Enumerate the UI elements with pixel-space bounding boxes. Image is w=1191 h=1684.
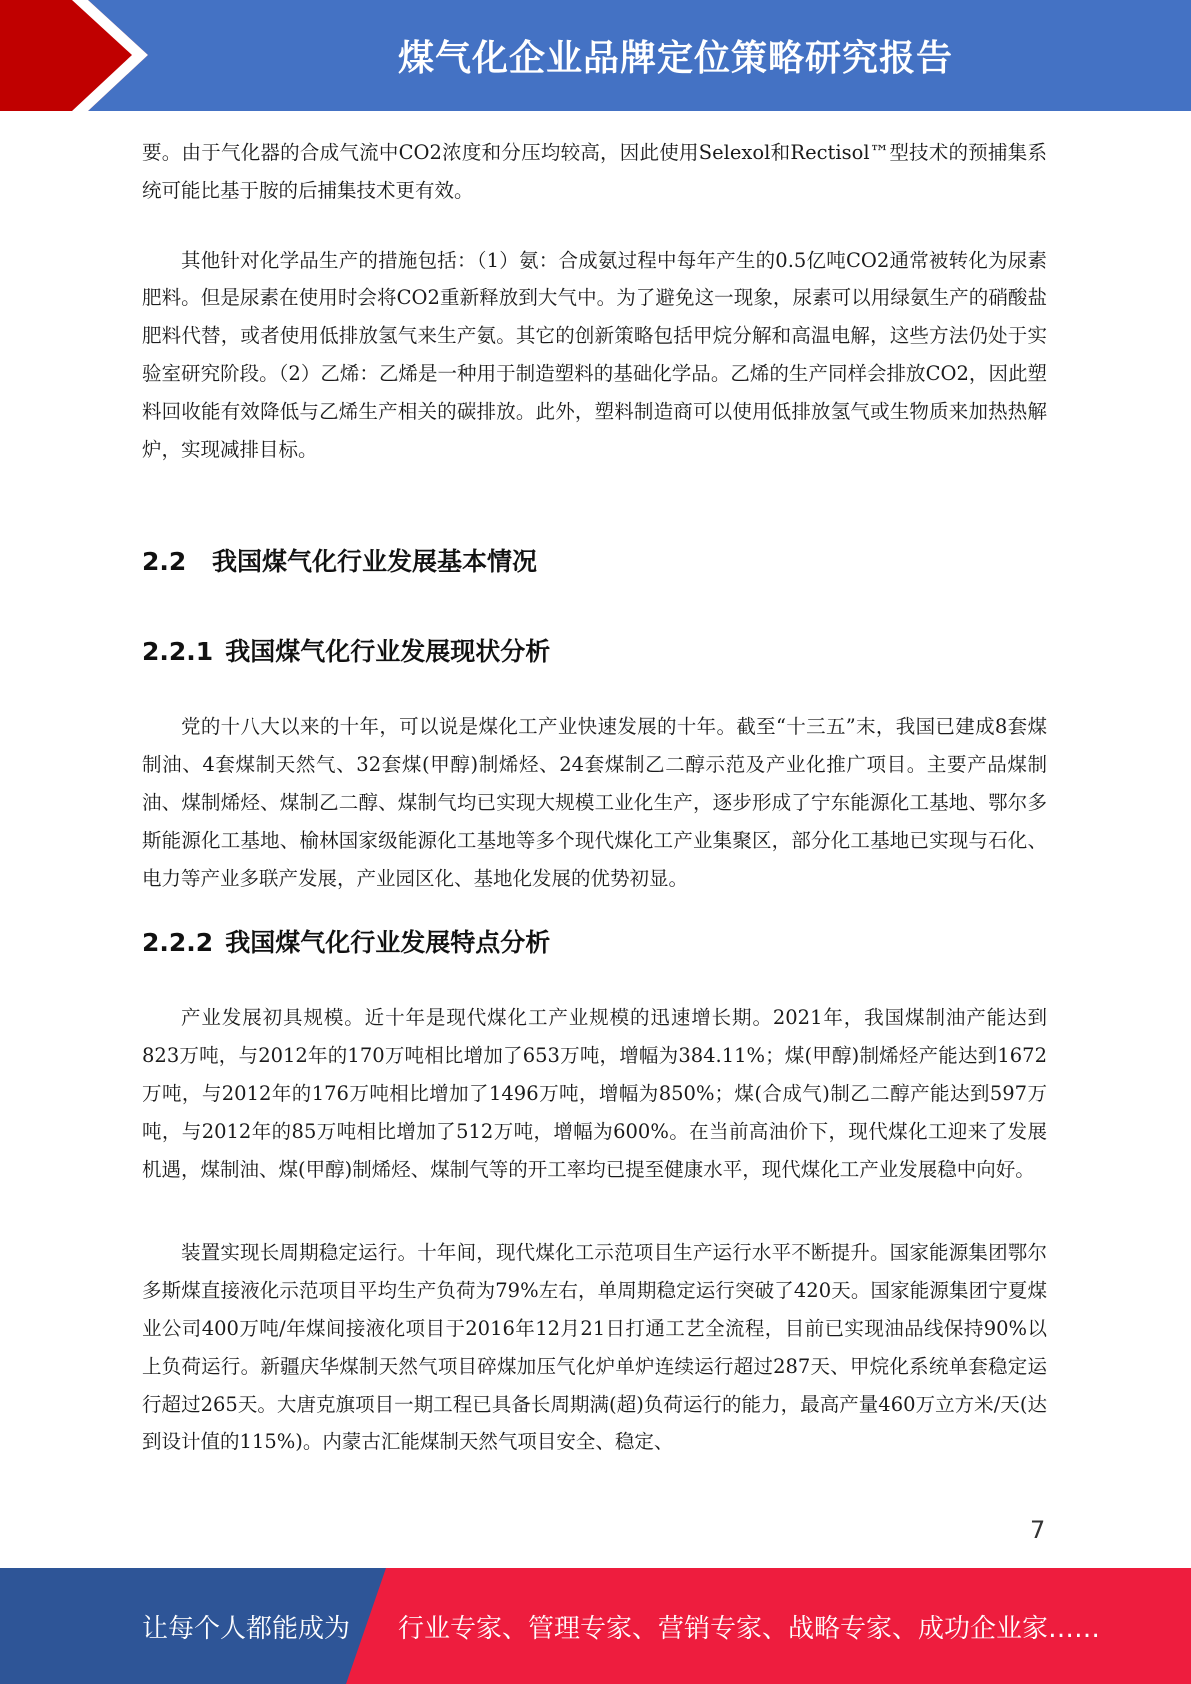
paragraph-long-cycle-operation: 装置实现长周期稳定运行。十年间，现代煤化工示范项目生产运行水平不断提升。国家能源集团鄂尔多斯煤直接液化示范项目平均生产负荷为79%左右，单周期稳定运行突破了420天。国家能源集团宁夏煤业公司400万吨/年煤间接液化项目于2016年12月21日打通工艺全流程，目前已实现油品线保持90%以上负荷运行。新疆庆华煤制天然气项目碎煤加压气化炉单炉连续运行超过287天、甲烷化系统单套稳定运行超过265天。大唐克旗项目一期工程已具备长周期满(超)负荷运行的能力，最高产量460万立方米/天(达到设计值的115%)。内蒙古汇能煤制天然气项目安全、稳定、	[142, 1241, 1047, 1454]
section-number: 2.2.2	[142, 928, 214, 958]
document-body	[142, 134, 1047, 1461]
paragraph-capture-intro: 要。由于气化器的合成气流中CO2浓度和分压均较高，因此使用Selexol和Rectisol™型技术的预捕集系统可能比基于胺的后捕集技术更有效。	[142, 141, 1047, 202]
footer-slogan-left: 让每个人都能成为	[142, 1613, 351, 1644]
section-title: 我国煤气化行业发展基本情况	[212, 547, 538, 577]
section-number: 2.2.1	[142, 637, 214, 667]
section-title: 我国煤气化行业发展现状分析	[225, 637, 551, 667]
paragraph-status-analysis: 党的十八大以来的十年，可以说是煤化工产业快速发展的十年。截至“十三五”末，我国已建成8套煤制油、4套煤制天然气、32套煤(甲醇)制烯烃、24套煤制乙二醇示范及产业化推广项目。主要产品煤制油、煤制烯烃、煤制乙二醇、煤制气均已实现大规模工业化生产，逐步形成了宁东能源化工基地、鄂尔多斯能源化工基地、榆林国家级能源化工基地等多个现代煤化工产业集聚区，部分化工基地已实现与石化、电力等产业多联产发展，产业园区化、基地化发展的优势初显。	[142, 715, 1047, 890]
header-title: 煤气化企业品牌定位策略研究报告	[397, 38, 953, 79]
footer-banner	[0, 1568, 1191, 1684]
page-number: 7	[1030, 1516, 1046, 1544]
paragraph-chemical-measures: 其他针对化学品生产的措施包括：（1）氨：合成氨过程中每年产生的0.5亿吨CO2通常被转化为尿素肥料。但是尿素在使用时会将CO2重新释放到大气中。为了避免这一现象，尿素可以用绿氨生产的硝酸盐肥料代替，或者使用低排放氢气来生产氨。其它的创新策略包括甲烷分解和高温电解，这些方法仍处于实验室研究阶段。（2）乙烯：乙烯是一种用于制造塑料的基础化学品。乙烯的生产同样会排放CO2，因此塑料回收能有效降低与乙烯生产相关的碳排放。此外，塑料制造商可以使用低排放氢气或生物质来加热热解炉，实现减排目标。	[142, 248, 1047, 461]
section-heading-2-2-1	[142, 632, 1047, 672]
section-number: 2.2	[142, 547, 187, 577]
section-heading-2-2-2	[142, 923, 1047, 963]
section-heading-2-2	[142, 542, 1047, 582]
paragraph-industry-scale: 产业发展初具规模。近十年是现代煤化工产业规模的迅速增长期。2021年，我国煤制油产能达到823万吨，与2012年的170万吨相比增加了653万吨，增幅为384.11%；煤(甲醇)制烯烃产能达到1672万吨，与2012年的176万吨相比增加了1496万吨，增幅为850%；煤(合成气)制乙二醇产能达到597万吨，与2012年的85万吨相比增加了512万吨，增幅为600%。在当前高油价下，现代煤化工迎来了发展机遇，煤制油、煤(甲醇)制烯烃、煤制气等的开工率均已提至健康水平，现代煤化工产业发展稳中向好。	[142, 1006, 1047, 1181]
footer-slogan-right: 行业专家、管理专家、营销专家、战略专家、成功企业家……	[398, 1613, 1101, 1644]
header-banner	[0, 0, 1191, 111]
section-title: 我国煤气化行业发展特点分析	[225, 928, 551, 958]
